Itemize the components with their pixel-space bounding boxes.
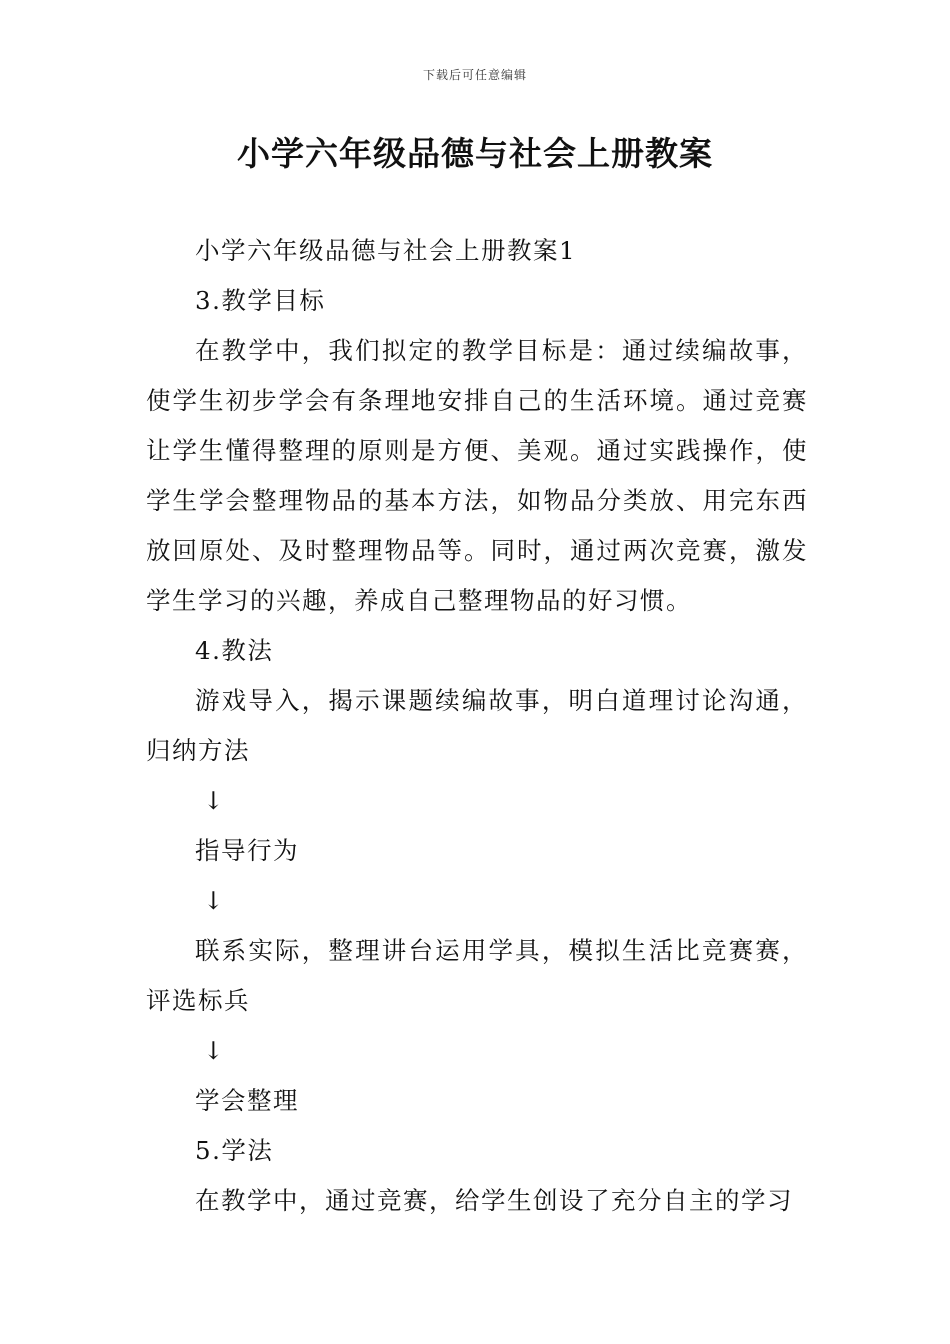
paragraph-learning-method: 在教学中，通过竞赛，给学生创设了充分自主的学习 [195,1186,793,1215]
down-arrow-icon: ↓ [203,1036,226,1065]
paragraph-method-step-4: 学会整理 [195,1086,299,1115]
paragraph-method-step-2: 指导行为 [195,836,299,865]
subheading-teaching-method: 4.教法 [195,636,274,665]
document-body [146,226,808,1226]
subheading-learning-method: 5.学法 [195,1136,274,1165]
paragraph-method-step-3: 联系实际，整理讲台运用学具，模拟生活比竞赛赛，评选标兵 [146,936,808,1015]
section-heading: 小学六年级品德与社会上册教案1 [195,236,577,265]
paragraph-method-step-1: 游戏导入，揭示课题续编故事，明白道理讨论沟通，归纳方法 [146,686,808,765]
document-title: 小学六年级品德与社会上册教案 [237,134,713,173]
down-arrow-icon: ↓ [203,886,226,915]
paragraph-teaching-goals: 在教学中，我们拟定的教学目标是：通过续编故事，使学生初步学会有条理地安排自己的生活环境。通过竞赛让学生懂得整理的原则是方便、美观。通过实践操作，使学生学会整理物品的基本方法，如物品分类放、用完东西放回原处、及时整理物品等。同时，通过两次竞赛，激发学生学习的兴趣，养成自己整理物品的好习惯。 [146,336,808,615]
down-arrow-icon: ↓ [203,786,226,815]
header-note: 下载后可任意编辑 [422,68,527,82]
subheading-teaching-goals: 3.教学目标 [195,286,326,315]
